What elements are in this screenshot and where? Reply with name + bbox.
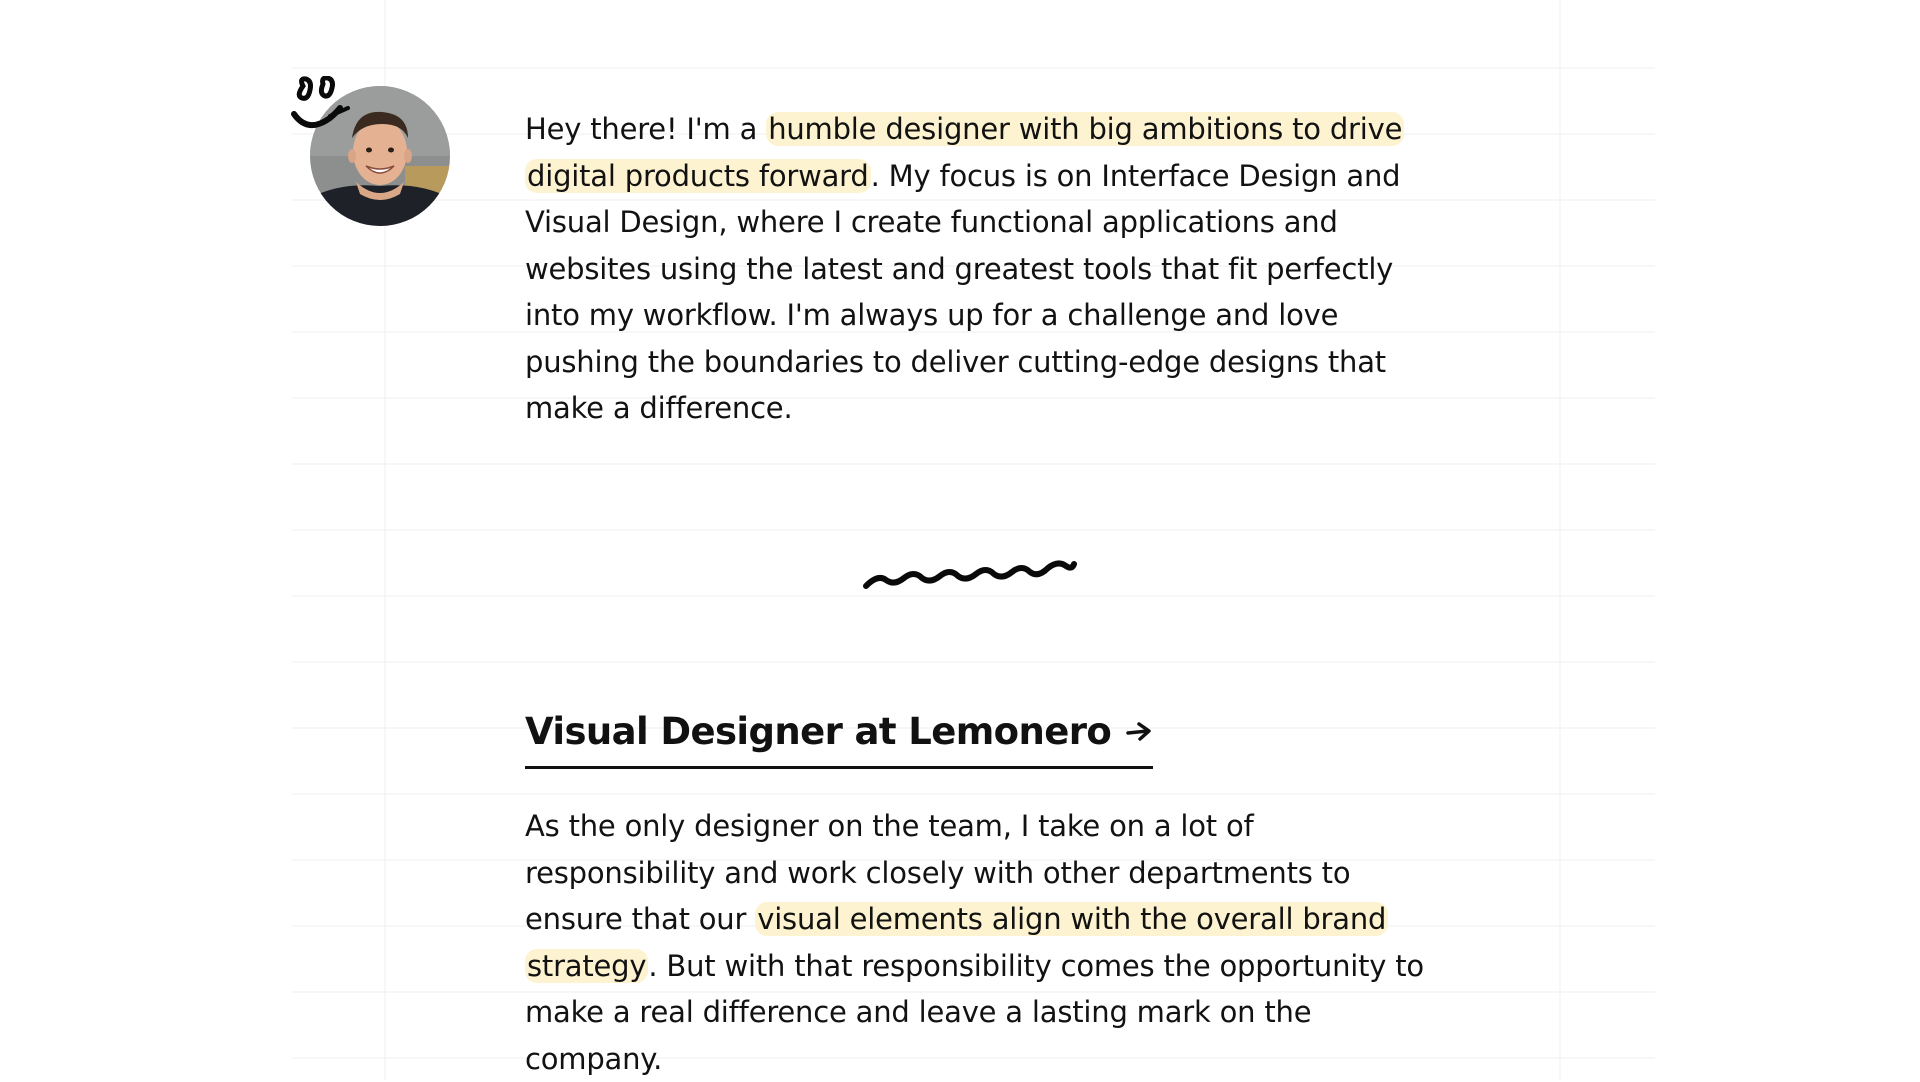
intro-highlight: humble designer with big ambitions to drive digital products forward <box>527 112 1403 193</box>
squiggle-divider-icon <box>860 552 1085 594</box>
arrow-right-icon <box>1125 720 1153 744</box>
job-title-link[interactable] <box>525 710 1153 769</box>
intro-text-before: Hey there! I'm a <box>525 112 767 146</box>
intro-paragraph <box>525 106 1430 432</box>
job-desc-before: As the only designer on the team, I take on a lot of responsibility and work closely with other departments to ensure that our <box>525 809 1351 936</box>
smiley-doodle-icon <box>290 76 370 146</box>
job-desc-after: . But with that responsibility comes the opportunity to make a real difference and leave a lasting mark on the company. <box>525 948 1424 1076</box>
intro-text-after: . My focus is on Interface Design and Visual Design, where I create functional applications and websites using the latest and greatest tools that fit perfectly into my workflow. I'm always up for a challenge and love pushing the boundaries to deliver cutting-edge designs that make a difference. <box>525 158 1401 425</box>
profile-avatar-group <box>290 76 460 236</box>
job-desc-highlight: visual elements align with the overall brand strategy <box>527 902 1387 983</box>
job-title: Visual Designer at Lemonero <box>525 710 1112 753</box>
job-description <box>525 803 1430 1082</box>
